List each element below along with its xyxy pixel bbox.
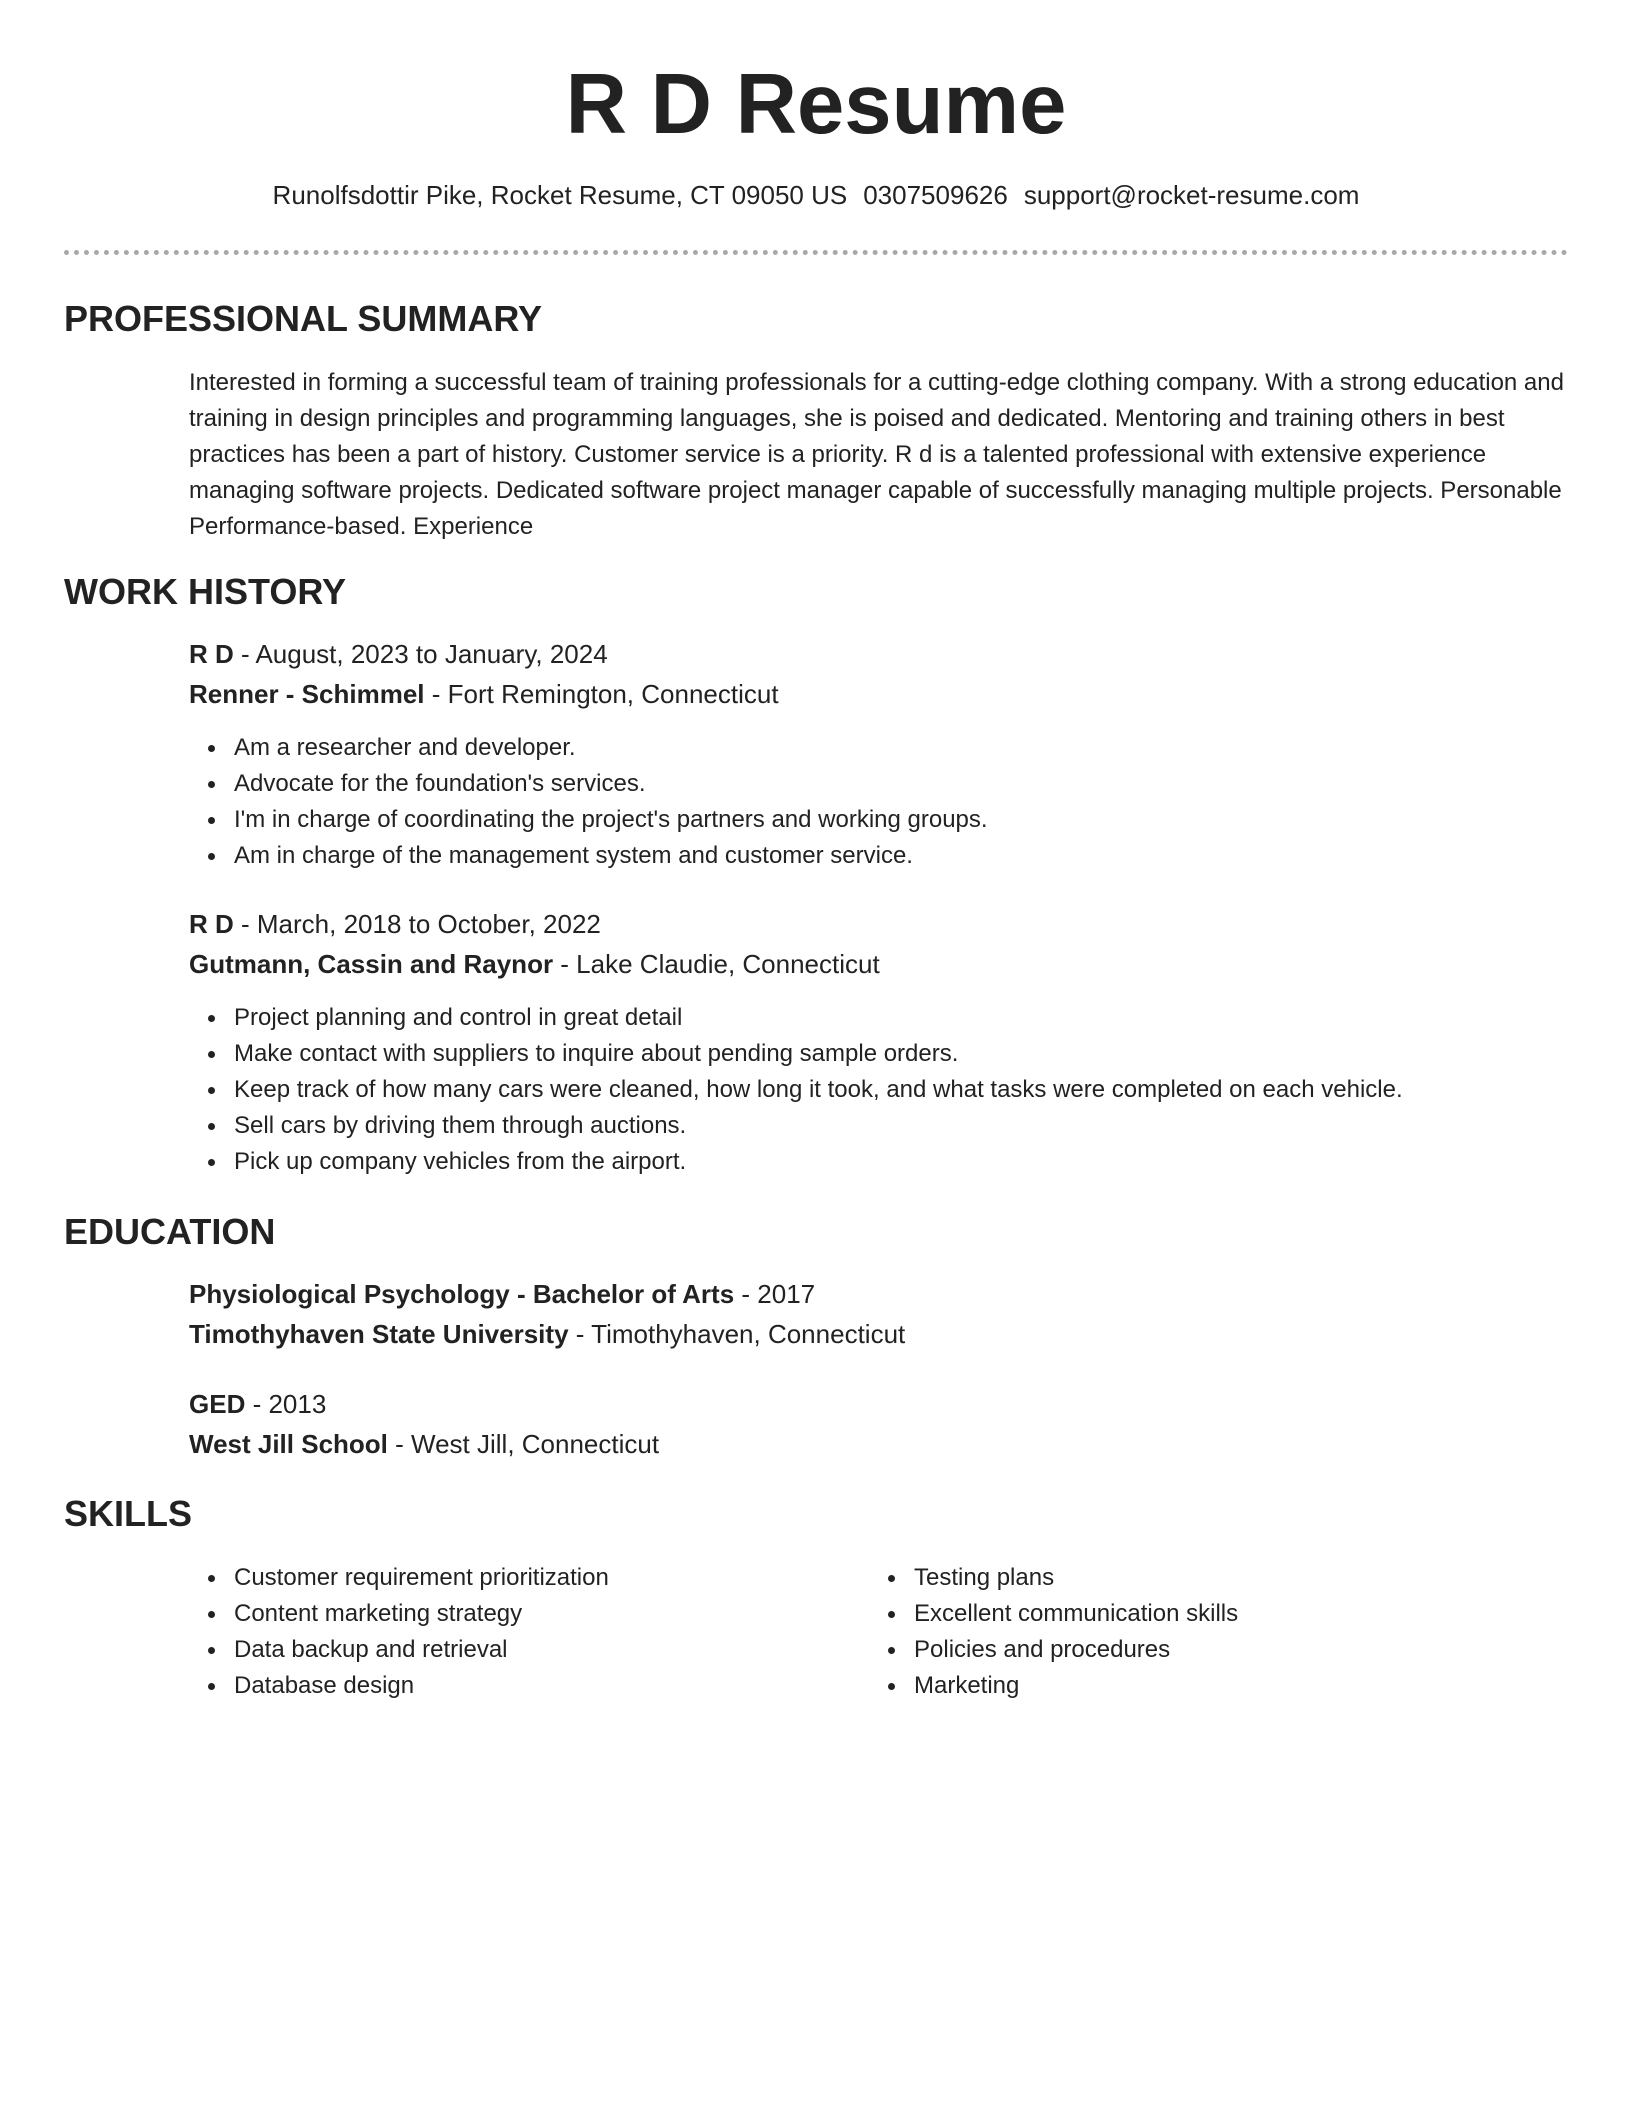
job-company-line (189, 676, 779, 712)
list-item: Keep track of how many cars were cleaned, how long it took, and what tasks were completed on each vehicle. (234, 1072, 1403, 1108)
job-company: Gutmann, Cassin and Raynor (189, 949, 554, 979)
job-company-line (189, 946, 880, 982)
list-item: Make contact with suppliers to inquire about pending sample orders. (234, 1036, 1403, 1072)
list-item: Am a researcher and developer. (234, 730, 988, 766)
education-degree: GED (189, 1389, 246, 1419)
education-heading: EDUCATION (64, 1211, 276, 1252)
list-item: Advocate for the foundation's services. (234, 766, 988, 802)
education-degree-line (189, 1386, 326, 1422)
job-role: R D (189, 639, 234, 669)
skill-item: Excellent communication skills (914, 1596, 1238, 1632)
education-location: - West Jill, Connecticut (387, 1429, 660, 1459)
header-divider (64, 250, 1568, 255)
job-dates: - August, 2023 to January, 2024 (233, 639, 608, 669)
skill-item: Marketing (914, 1668, 1238, 1704)
contact-address: Runolfsdottir Pike, Rocket Resume, CT 09050 US (272, 180, 848, 210)
education-school-line (189, 1426, 659, 1462)
job-role: R D (189, 909, 234, 939)
education-school: West Jill School (189, 1429, 388, 1459)
contact-info (64, 178, 1568, 212)
list-item: Sell cars by driving them through auctions. (234, 1108, 1403, 1144)
skill-item: Content marketing strategy (234, 1596, 609, 1632)
job-duties-list (234, 730, 988, 874)
job-dates: - March, 2018 to October, 2022 (233, 909, 601, 939)
work-history-heading: WORK HISTORY (64, 571, 347, 612)
summary-text: Interested in forming a successful team of training professionals for a cutting-edge clothing company. With a strong education and training in design principles and programming languages, she is poised and dedicated. Mentoring and training others in best practices has been a part of history. Customer service is a priority. R d is a talented professional with extensive experience managing software projects. Dedicated software project manager capable of successfully managing multiple projects. Personable Performance-based. Experience (189, 369, 1564, 540)
job-duties-list (234, 1000, 1403, 1180)
resume-name: R D Resume (565, 57, 1067, 152)
job-company: Renner - Schimmel (189, 679, 425, 709)
education-year: - 2013 (245, 1389, 327, 1419)
skill-item: Policies and procedures (914, 1632, 1238, 1668)
skill-item: Data backup and retrieval (234, 1632, 609, 1668)
contact-email[interactable]: support@rocket-resume.com (1023, 180, 1360, 210)
list-item: Project planning and control in great detail (234, 1000, 1403, 1036)
education-degree: Physiological Psychology - Bachelor of Arts (189, 1279, 735, 1309)
contact-phone: 0307509626 (863, 180, 1008, 210)
skills-list-left (234, 1560, 609, 1704)
job-title-line (189, 636, 608, 672)
skills-list-right (914, 1560, 1238, 1704)
skill-item: Testing plans (914, 1560, 1238, 1596)
job-location: - Lake Claudie, Connecticut (553, 949, 880, 979)
education-year: - 2017 (734, 1279, 816, 1309)
list-item: I'm in charge of coordinating the project's partners and working groups. (234, 802, 988, 838)
skills-heading: SKILLS (64, 1493, 193, 1534)
education-school-line (189, 1316, 905, 1352)
summary-heading: PROFESSIONAL SUMMARY (64, 298, 543, 339)
job-title-line (189, 906, 601, 942)
education-degree-line (189, 1276, 815, 1312)
education-location: - Timothyhaven, Connecticut (568, 1319, 906, 1349)
skill-item: Customer requirement prioritization (234, 1560, 609, 1596)
list-item: Am in charge of the management system and customer service. (234, 838, 988, 874)
list-item: Pick up company vehicles from the airport. (234, 1144, 1403, 1180)
job-location: - Fort Remington, Connecticut (424, 679, 779, 709)
education-school: Timothyhaven State University (189, 1319, 569, 1349)
skill-item: Database design (234, 1668, 609, 1704)
